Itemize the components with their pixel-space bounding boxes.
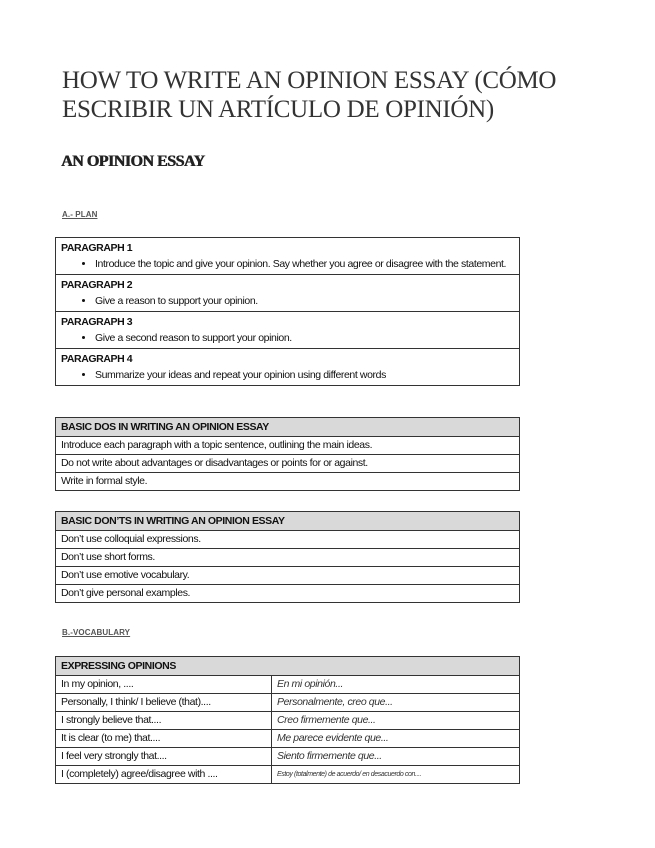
table-row	[56, 312, 520, 349]
donts-table	[55, 511, 520, 603]
english-phrase: I (completely) agree/disagree with ....	[56, 766, 272, 784]
table-header-row	[56, 418, 520, 437]
paragraph-heading: PARAGRAPH 4	[61, 353, 133, 365]
spanish-translation: Me parece evidente que...	[272, 730, 520, 748]
english-phrase: In my opinion, ....	[56, 676, 272, 694]
page-title: HOW TO WRITE AN OPINION ESSAY (CÓMO ESCRIBIR UN ARTÍCULO DE OPINIÓN)	[62, 67, 557, 123]
dos-cell: Introduce each paragraph with a topic sentence, outlining the main ideas.	[56, 437, 520, 455]
paragraph-heading: PARAGRAPH 1	[61, 242, 133, 254]
section-a-label: A.- PLAN	[62, 210, 98, 219]
english-phrase: I strongly believe that....	[56, 712, 272, 730]
spanish-translation: Creo firmemente que...	[272, 712, 520, 730]
dos-table	[55, 417, 520, 491]
plan-cell	[56, 312, 520, 349]
english-phrase: I feel very strongly that....	[56, 748, 272, 766]
table-row	[56, 712, 520, 730]
paragraph-bullet: • Introduce the topic and give your opinion. Say whether you agree or disagree with the statement.	[95, 256, 514, 272]
english-phrase: Personally, I think/ I believe (that)....	[56, 694, 272, 712]
donts-cell: Don’t use emotive vocabulary.	[56, 567, 520, 585]
table-row	[56, 694, 520, 712]
table-header-row	[56, 512, 520, 531]
vocabulary-header: EXPRESSING OPINIONS	[56, 657, 520, 676]
paragraph-bullet: • Give a second reason to support your opinion.	[95, 330, 514, 346]
spanish-translation: Siento firmemente que...	[272, 748, 520, 766]
table-row	[56, 730, 520, 748]
vocabulary-table	[55, 656, 520, 784]
plan-cell	[56, 275, 520, 312]
spanish-translation: Estoy (totalmente) de acuerdo/ en desacuerdo con....	[272, 766, 520, 784]
spanish-translation: Personalmente, creo que...	[272, 694, 520, 712]
table-row	[56, 585, 520, 603]
table-row	[56, 473, 520, 491]
table-row	[56, 349, 520, 386]
table-row	[56, 275, 520, 312]
paragraph-bullet: • Give a reason to support your opinion.	[95, 293, 514, 309]
table-row	[56, 567, 520, 585]
dos-cell: Do not write about advantages or disadvantages or points for or against.	[56, 455, 520, 473]
donts-cell: Don’t give personal examples.	[56, 585, 520, 603]
dos-cell: Write in formal style.	[56, 473, 520, 491]
plan-cell	[56, 349, 520, 386]
table-row	[56, 531, 520, 549]
paragraph-heading: PARAGRAPH 3	[61, 316, 133, 328]
dos-header: BASIC DOS IN WRITING AN OPINION ESSAY	[56, 418, 520, 437]
table-row	[56, 549, 520, 567]
table-row	[56, 437, 520, 455]
section-b-label: B.-VOCABULARY	[62, 628, 131, 637]
plan-table	[55, 237, 520, 386]
english-phrase: It is clear (to me) that....	[56, 730, 272, 748]
table-row	[56, 748, 520, 766]
table-header-row	[56, 657, 520, 676]
donts-header: BASIC DON’TS IN WRITING AN OPINION ESSAY	[56, 512, 520, 531]
plan-cell	[56, 238, 520, 275]
donts-cell: Don’t use colloquial expressions.	[56, 531, 520, 549]
table-row	[56, 455, 520, 473]
table-row	[56, 238, 520, 275]
paragraph-bullet: • Summarize your ideas and repeat your opinion using different words	[95, 367, 514, 383]
donts-cell: Don’t use short forms.	[56, 549, 520, 567]
essay-subtitle: AN OPINION ESSAY	[61, 153, 205, 170]
table-row	[56, 676, 520, 694]
table-row	[56, 766, 520, 784]
spanish-translation: En mi opinión...	[272, 676, 520, 694]
paragraph-heading: PARAGRAPH 2	[61, 279, 133, 291]
